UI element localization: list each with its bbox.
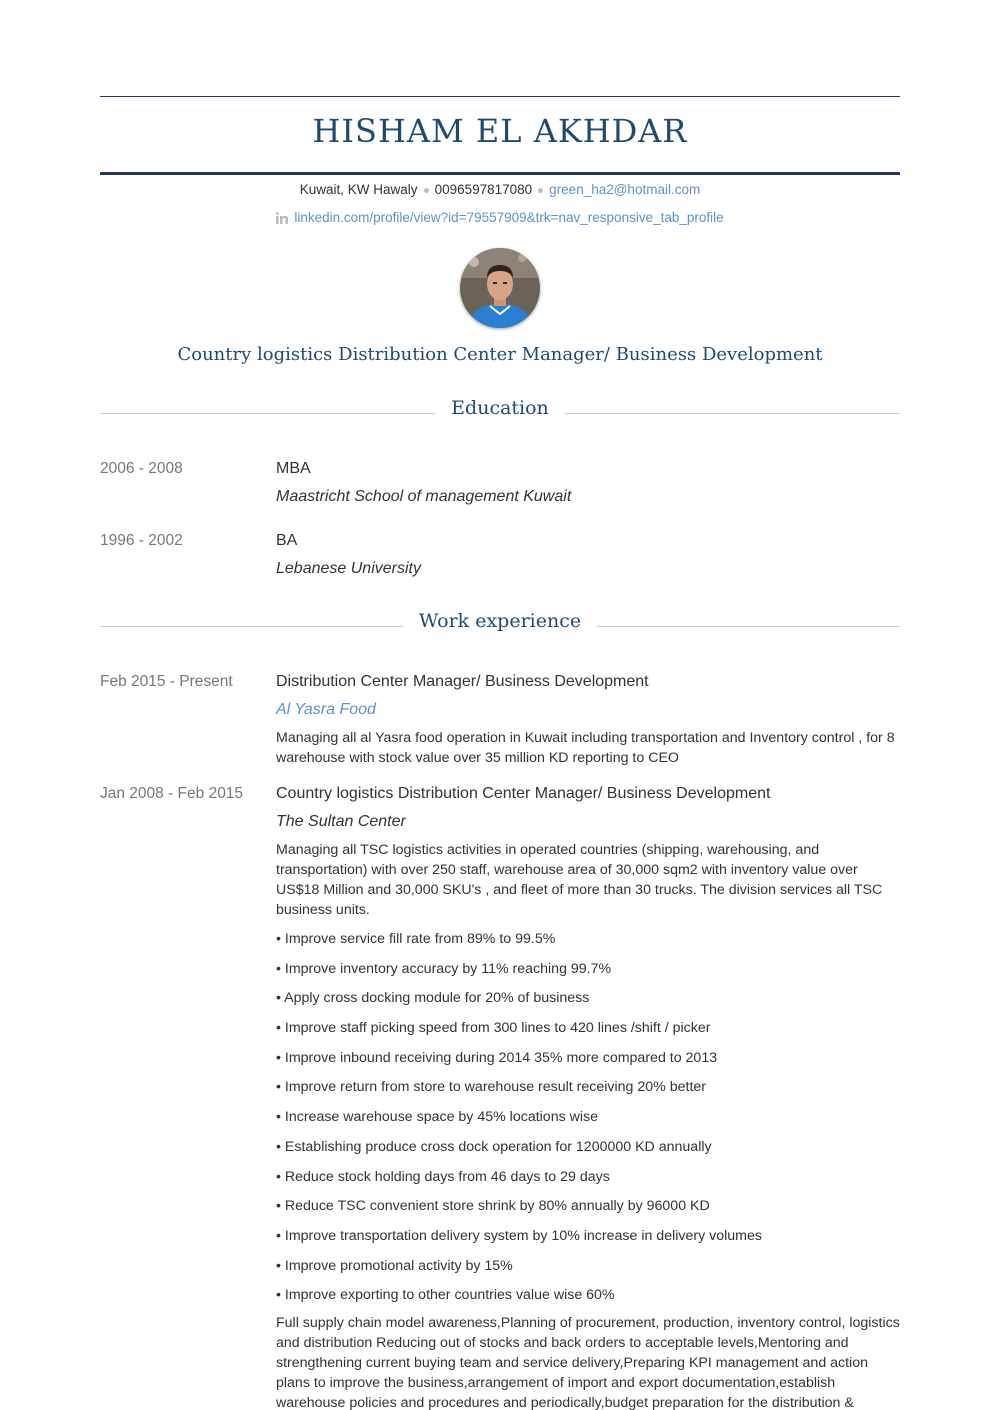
- list-item: • Reduce stock holding days from 46 days to 29 days: [276, 1168, 610, 1185]
- education-degree: MBA: [276, 460, 311, 477]
- work-role: Distribution Center Manager/ Business Development: [276, 673, 649, 690]
- education-dates: 2006 - 2008: [100, 460, 183, 477]
- dot-separator: [538, 188, 543, 193]
- contact-info: [100, 182, 900, 197]
- dot-separator: [424, 188, 429, 193]
- work-summary: Full supply chain model awareness,Planning of procurement, production, inventory control, logistics and distribution Reducing out of stocks and back orders to acceptable levels,Mentoring and strengthening current buying team and service delivery,Preparing KPI management and action plans to improve the business,arrangement of import and export documentation,establish warehouse policies and procedures and periodically,budget preparation for the distribution &: [276, 1315, 900, 1410]
- work-dates: Feb 2015 - Present: [100, 673, 233, 690]
- email-link[interactable]: green_ha2@hotmail.com: [549, 182, 701, 197]
- candidate-name: HISHAM EL AKHDAR: [312, 112, 688, 150]
- education-school: Maastricht School of management Kuwait: [276, 488, 572, 505]
- headline: Country logistics Distribution Center Manager/ Business Development: [177, 344, 823, 365]
- work-company: The Sultan Center: [276, 813, 406, 830]
- top-rule: [100, 96, 900, 97]
- list-item: • Improve return from store to warehouse result receiving 20% better: [276, 1079, 706, 1096]
- work-dates: Jan 2008 - Feb 2015: [100, 785, 244, 802]
- list-item: • Improve promotional activity by 15%: [276, 1257, 513, 1274]
- education-degree: BA: [276, 532, 298, 549]
- achievements-list: [276, 929, 900, 1315]
- education-dates: 1996 - 2002: [100, 532, 183, 549]
- work-section-title: [100, 610, 900, 640]
- phone: 0096597817080: [434, 182, 533, 197]
- list-item: • Establishing produce cross dock operation for 1200000 KD annually: [276, 1138, 712, 1155]
- list-item: • Increase warehouse space by 45% locations wise: [276, 1109, 598, 1126]
- section-heading: Work experience: [418, 610, 582, 632]
- linkedin-line: [100, 210, 900, 225]
- profile-photo: [460, 248, 540, 328]
- list-item: • Improve staff picking speed from 300 lines to 420 lines /shift / picker: [276, 1020, 711, 1037]
- education-school: Lebanese University: [276, 560, 421, 577]
- list-item: • Improve exporting to other countries value wise 60%: [276, 1287, 615, 1304]
- work-description: Managing all TSC logistics activities in operated countries (shipping, warehousing, and transportation) with over 250 staff, warehouse area of 30,000 sqm2 with inventory value over US$18 Million and 30,000 SKU's , and fleet of more than 30 trucks. The division services all TSC business units.: [276, 842, 883, 918]
- list-item: • Improve transportation delivery system by 10% increase in delivery volumes: [276, 1227, 762, 1244]
- section-heading: Education: [451, 397, 549, 419]
- avatar: [460, 248, 540, 328]
- list-item: • Reduce TSC convenient store shrink by 80% annually by 96000 KD: [276, 1198, 710, 1215]
- work-role: Country logistics Distribution Center Manager/ Business Development: [276, 785, 771, 802]
- name-underline: [100, 172, 900, 175]
- education-section-title: [100, 397, 900, 427]
- linkedin-icon: [276, 212, 288, 224]
- linkedin-link[interactable]: linkedin.com/profile/view?id=79557909&trk=nav_responsive_tab_profile: [294, 210, 724, 225]
- work-description: Managing all al Yasra food operation in Kuwait including transportation and Inventory control , for 8 warehouse with stock value over 35 million KD reporting to CEO: [276, 730, 895, 766]
- work-company-link[interactable]: Al Yasra Food: [276, 701, 376, 718]
- location: Kuwait, KW Hawaly: [299, 182, 418, 197]
- list-item: • Improve service fill rate from 89% to 99.5%: [276, 931, 556, 947]
- list-item: • Improve inbound receiving during 2014 35% more compared to 2013: [276, 1049, 718, 1066]
- list-item: • Improve inventory accuracy by 11% reaching 99.7%: [276, 960, 612, 977]
- list-item: • Apply cross docking module for 20% of business: [276, 990, 590, 1007]
